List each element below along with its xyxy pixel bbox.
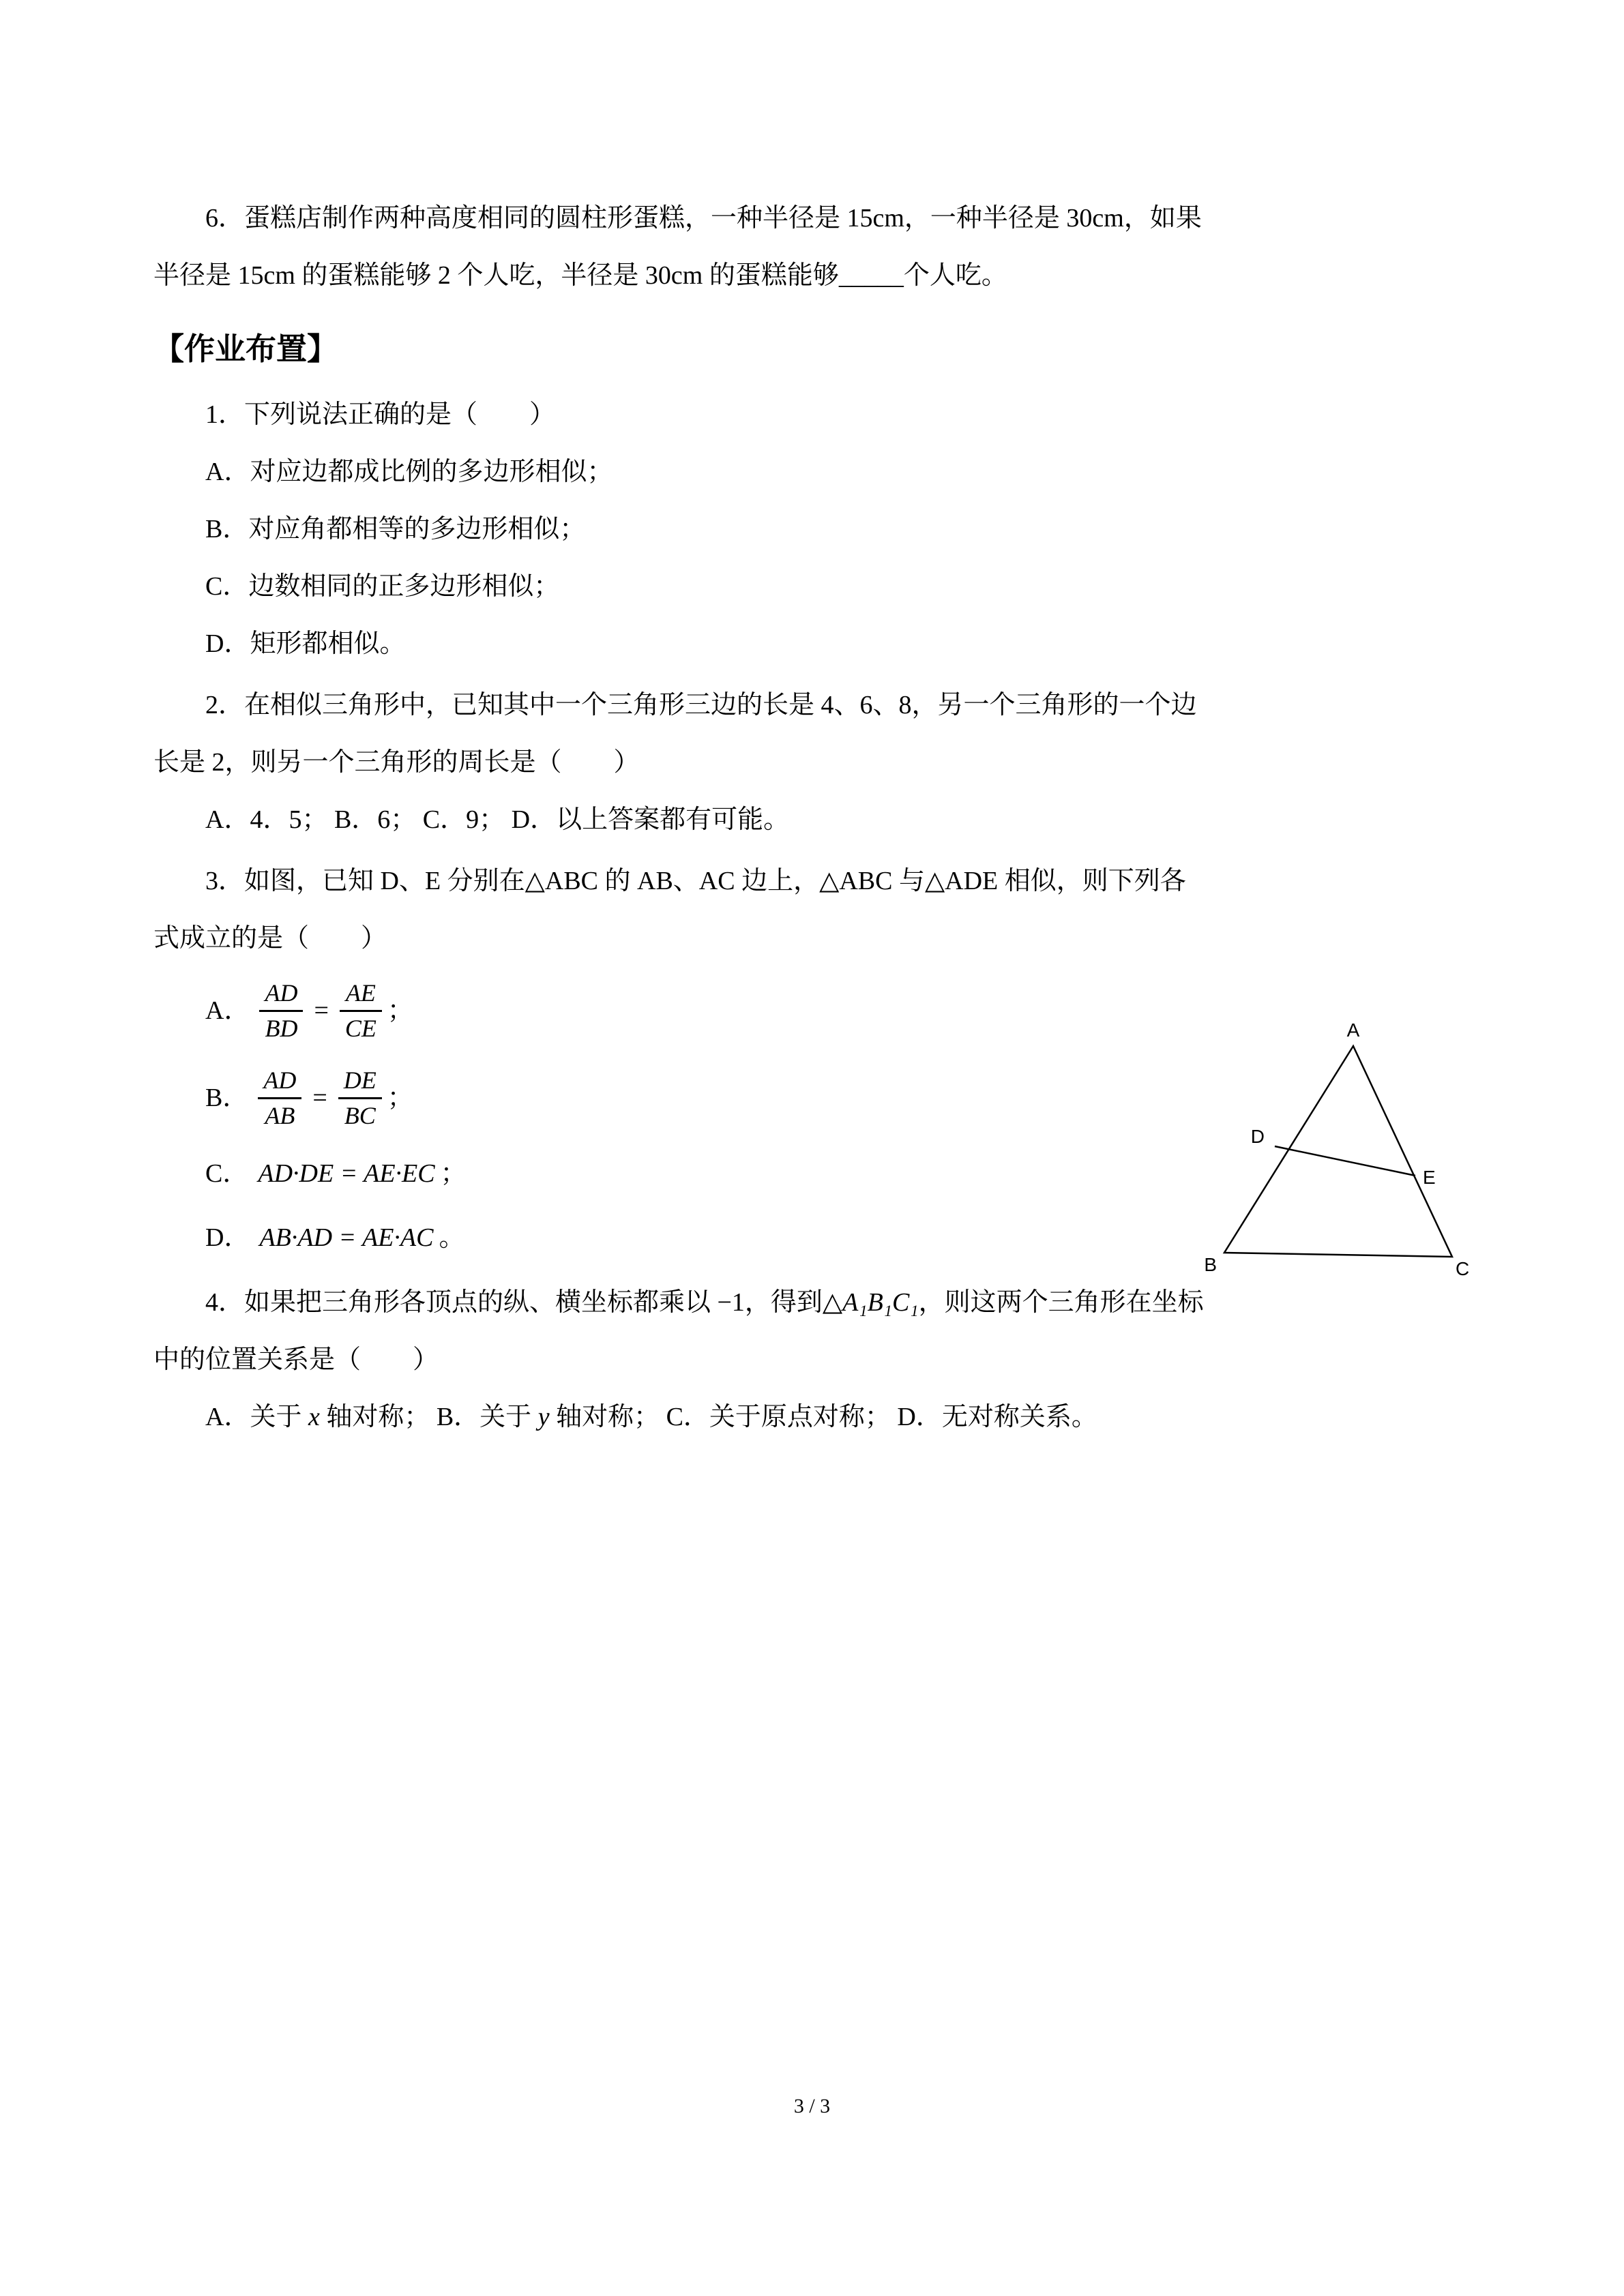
question-3-stem-line2: 式成立的是（ ） [153,924,387,953]
question-2-stem-line1: 2．在相似三角形中，已知其中一个三角形三边的长是 4、6、8，另一个三角形的一个边 [205,691,1197,719]
variable-y: y [537,1403,550,1431]
fraction-numerator: DE [338,1065,382,1099]
question-6-line2: 半径是 15cm 的蛋糕能够 2 个人吃，半径是 30cm 的蛋糕能够_____个人吃。 [153,261,1007,290]
triangle-svg [1202,1017,1481,1290]
question-1-option-a: A．对应边都成比例的多边形相似； [205,458,613,486]
option-tail: 。 [439,1223,465,1252]
point-label-e: E [1423,1167,1436,1188]
stem-text: 4．如果把三角形各顶点的纵、横坐标都乘以 −1，得到△ [205,1288,843,1317]
math-expression: AB·AD = AE·AC [259,1223,434,1252]
point-label-d: D [1250,1126,1265,1147]
question-6-line1: 6．蛋糕店制作两种高度相同的圆柱形蛋糕，一种半径是 15cm，一种半径是 30cm，如果 [205,204,1202,233]
option-tail: ； [440,1159,467,1188]
question-2-stem-line2: 长是 2，则另一个三角形的周长是（ ） [153,748,640,777]
question-1-stem: 1．下列说法正确的是（ ） [205,400,556,429]
fraction-numerator: AD [258,1065,301,1099]
fraction-denominator: AB [265,1101,295,1129]
triangle-figure [1202,1017,1481,1290]
question-6 [153,190,1474,304]
question-2-options-line: A．4．5； B．6； C．9； D．以上答案都有可能。 [205,805,790,834]
question-4-stem-line2: 中的位置关系是（ ） [153,1345,439,1374]
fraction [259,978,303,1044]
fraction [338,1065,382,1131]
option-label: A． [205,996,250,1025]
option-text: A．关于 [205,1403,308,1431]
option-label: D． [205,1223,250,1252]
fraction-denominator: BC [344,1101,376,1129]
option-text: 轴对称； B．关于 [319,1403,538,1431]
option-tail: ； [387,1084,413,1112]
option-tail: ； [387,996,413,1025]
vertex-label-c: C [1456,1258,1470,1279]
vertex-label-b: B [1204,1254,1217,1275]
segment-de [1275,1146,1415,1176]
question-2-stem [153,676,1474,791]
option-text: 轴对称； C．关于原点对称； D．无对称关系。 [549,1403,1097,1431]
option-label: C． [205,1159,249,1188]
question-3-stem [153,852,1474,967]
fraction-denominator: CE [344,1014,377,1042]
question-4-stem [153,1274,1474,1388]
vertex-label-a: A [1346,1019,1360,1041]
question-3-stem-line1: 3．如图，已知 D、E 分别在△ABC 的 AB、AC 边上，△ABC 与△ADE 相似，则下列各 [205,867,1186,895]
fraction-numerator: AE [340,978,382,1012]
question-1-option-b: B．对应角都相等的多边形相似； [205,515,586,543]
triangle-a1b1c1-label: A₁B₁C₁ [842,1288,919,1317]
variable-x: x [308,1403,320,1431]
stem-text: ，则这两个三角形在坐标 [918,1288,1204,1317]
math-expression: AD·DE = AE·EC [258,1159,435,1188]
question-1-option-d: D．矩形都相似。 [205,629,406,658]
fraction [258,1065,301,1131]
fraction [340,978,382,1044]
equals-sign: = [314,996,329,1025]
section-header-homework: 【作业布置】 [153,331,338,366]
fraction-denominator: BD [265,1014,298,1042]
triangle-abc-outline [1224,1046,1452,1257]
equals-sign: = [312,1084,327,1112]
question-4-options-line [205,1388,1474,1446]
question-1-option-c: C．边数相同的正多边形相似； [205,572,560,601]
page-number: 3 / 3 [793,2095,831,2117]
fraction-numerator: AD [259,978,303,1012]
option-label: B． [205,1084,249,1112]
